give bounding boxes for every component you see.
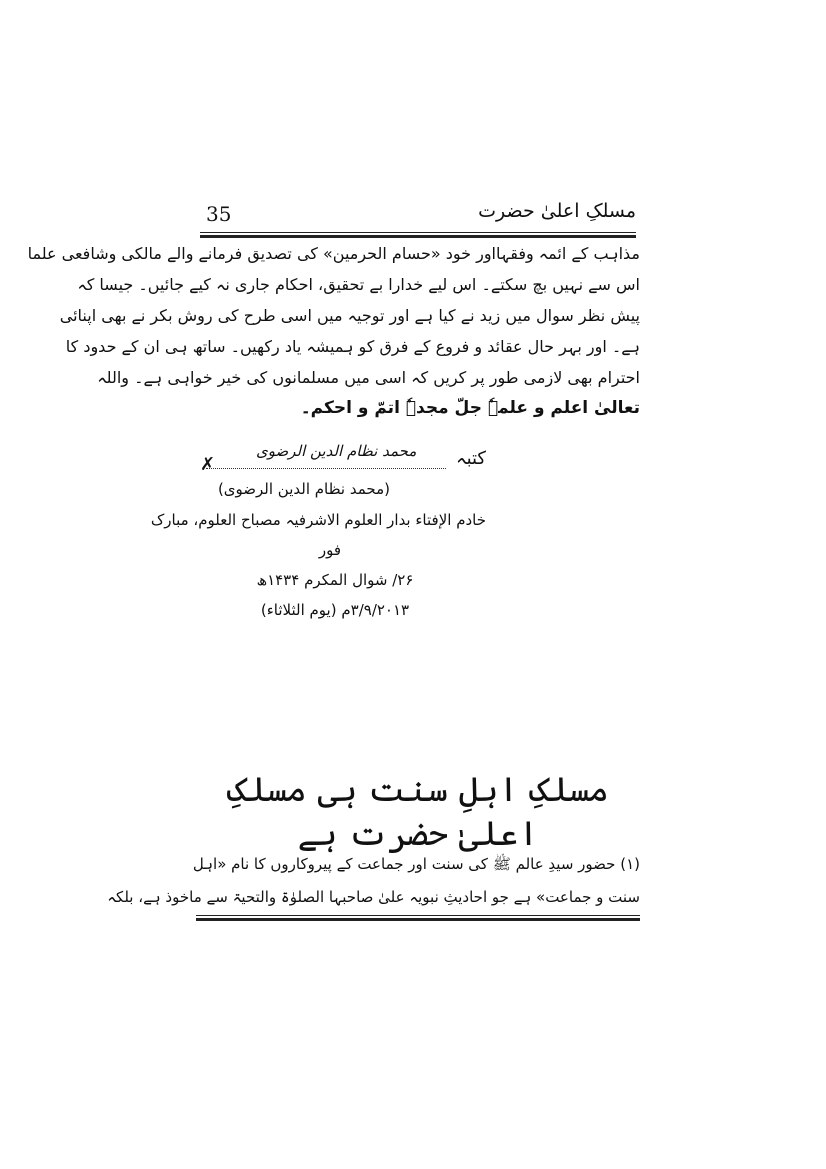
section-paragraph (107, 848, 640, 914)
signature-label: کتبہ (456, 448, 486, 469)
signatory-name: (محمد نظام الدین الرضوی) (217, 480, 390, 498)
signature-line (206, 468, 446, 469)
running-header (200, 200, 636, 232)
section-line: سنت و جماعت» ہے جو احادیثِ نبویہ علیٰ صاحبہا الصلوٰۃ والتحیۃ سے ماخوذ ہے، بلکہ (107, 888, 640, 906)
section-line: (۱) حضور سیدِ عالم ﷺ کی سنت اور جماعت کے پیروکاروں کا نام «اہل (192, 855, 640, 873)
body-line: اس سے نہیں بچ سکتے۔ اس لیے خدارا بے تحقیق، احکام جاری نہ کیے جائیں۔ جیسا کہ (77, 275, 640, 294)
body-line: احترام بھی لازمی طور پر کریں کہ اسی میں مسلمانوں کی خیر خواہی ہے۔ واللہ (97, 368, 640, 387)
signature-flourish-icon: ✗ (200, 454, 216, 475)
page-number: 35 (206, 202, 232, 226)
signatory-title: خادم الإفتاء بدار العلوم الاشرفیہ مصباح العلوم، مبارک (150, 511, 486, 529)
signature-block (196, 440, 486, 480)
signatory-title-continued: فور (318, 541, 342, 559)
footer-rule (196, 915, 640, 921)
running-title: مسلکِ اعلیٰ حضرت (478, 200, 636, 222)
body-line: مذاہب کے ائمہ وفقہااور خود «حسام الحرمین» کی تصدیق فرمانے والے مالکی وشافعی علما (27, 244, 640, 263)
body-line: پیش نظر سوال میں زید نے کیا ہے اور توجیہ میں اسی طرح کی روش بکر نے بھی اپنائی (59, 306, 640, 325)
date-hijri: ۲۶/ شوال المکرم ۱۴۳۴ھ (256, 571, 414, 589)
body-line: ہے۔ اور بہر حال عقائد و فروع کے فرق کو ہمیشہ یاد رکھیں۔ ساتھ ہی ان کے حدود کا (65, 337, 640, 356)
handwritten-signature: محمد نظام الدین الرضوی (256, 442, 417, 460)
date-gregorian: ۳/۹/۲۰۱۳م (یوم الثلاثاء) (260, 601, 410, 619)
body-line: تعالیٰ اعلم و علمہٗ جلّ مجدہٗ اتمّ و احکم۔ (300, 398, 640, 418)
body-paragraph (27, 238, 640, 424)
section-heading: مسلکِ اہلِ سنت ہی مسلکِ اعلیٰ حضرت ہے (227, 770, 609, 854)
